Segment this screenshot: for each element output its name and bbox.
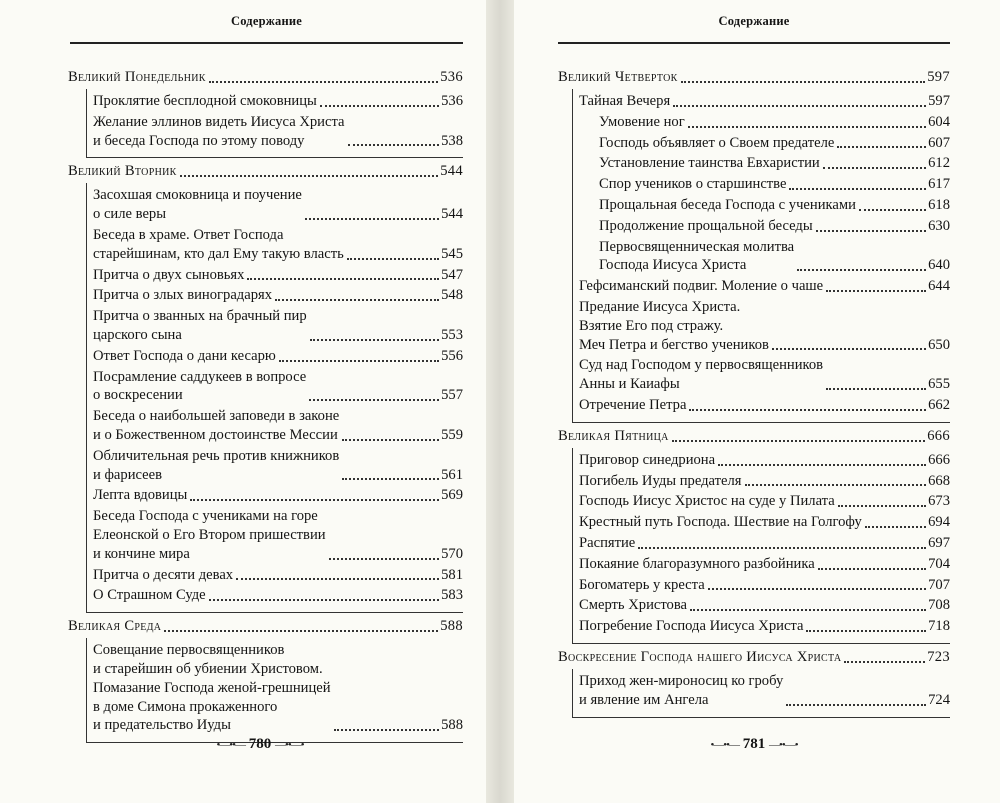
entry-page-number: 561 [441, 466, 463, 483]
entry-page-number: 697 [928, 534, 950, 551]
dot-leader [164, 624, 438, 632]
ornament-right-icon: —••—• [769, 738, 798, 751]
dot-leader [348, 138, 440, 146]
toc-entry [93, 186, 463, 224]
toc-entry [579, 217, 950, 236]
table-of-contents [68, 68, 463, 747]
dot-leader [689, 403, 926, 411]
dot-leader [247, 272, 439, 280]
toc-entry [579, 513, 950, 532]
entry-page-number: 617 [928, 176, 950, 193]
entry-title: Проклятие бесплодной смоковницы [93, 93, 317, 109]
dot-leader [309, 393, 439, 401]
toc-entry [93, 586, 463, 605]
section-title: Великий Вторник [68, 163, 177, 180]
entry-list [572, 669, 950, 718]
entry-page-number: 694 [928, 514, 950, 531]
toc-entry [579, 298, 950, 354]
dot-leader [688, 120, 926, 128]
section-page-number: 723 [927, 648, 950, 665]
toc-entry [579, 113, 950, 132]
entry-page-number: 570 [441, 545, 463, 562]
book-gutter [486, 0, 514, 803]
dot-leader [772, 342, 926, 350]
toc-entry [93, 641, 463, 735]
entry-list [572, 448, 950, 644]
entry-page-number: 581 [441, 566, 463, 583]
entry-title: Совещание первосвященников и старейшин об убиении Христовом. Помазание Господа женой-грешницей в доме Симона прокаженного и предательство Иуды [93, 642, 331, 734]
entry-title: Спор учеников о старшинстве [599, 176, 787, 193]
toc-entry [579, 451, 950, 470]
entry-title: Гефсиманский подвиг. Моление о чаше [579, 278, 824, 295]
entry-title: Погребение Господа Иисуса Христа [579, 618, 804, 635]
entry-title: Посрамление саддукеев в вопросе о воскресении [93, 368, 307, 404]
toc-entry [579, 576, 950, 595]
section-heading [558, 648, 950, 667]
entry-title: Богоматерь у креста [579, 576, 705, 593]
section-title: Воскресение Господа нашего Иисуса Христа [558, 648, 842, 665]
entry-page-number: 718 [928, 618, 950, 635]
page-number: 781 [742, 736, 766, 752]
dot-leader [789, 182, 926, 190]
dot-leader [823, 161, 926, 169]
entry-page-number: 548 [441, 287, 463, 304]
toc-entry [579, 134, 950, 153]
dot-leader [865, 520, 926, 528]
section-page-number: 666 [927, 427, 950, 444]
entry-page-number: 547 [441, 266, 463, 283]
entry-page-number: 569 [441, 487, 463, 504]
entry-title: Покаяние благоразумного разбойника [579, 555, 815, 572]
entry-title: Ответ Господа о дани кесарю [93, 347, 276, 364]
dot-leader [236, 572, 439, 580]
entry-title: Засохшая смоковница и поучение о силе веры [93, 187, 302, 223]
ornament-left-icon: •—••— [710, 738, 739, 751]
running-head: Содержание [718, 14, 790, 28]
dot-leader [673, 99, 926, 107]
entry-list [86, 89, 463, 158]
dot-leader [844, 655, 925, 663]
entry-title: Господь объявляет о Своем предателе [599, 134, 835, 151]
dot-leader [837, 140, 926, 148]
entry-title: Отречение Петра [579, 396, 687, 413]
entry-page-number: 583 [441, 587, 463, 604]
toc-entry [579, 175, 950, 194]
toc-section [68, 162, 463, 613]
toc-section [558, 427, 950, 644]
entry-title: Господь Иисус Христос на суде у Пилата [579, 493, 835, 510]
entry-page-number: 673 [928, 493, 950, 510]
section-heading [68, 617, 463, 636]
entry-page-number: 666 [928, 451, 950, 468]
entry-page-number: 662 [928, 396, 950, 413]
toc-entry [93, 486, 463, 505]
entry-title: Беседа в храме. Ответ Господа старейшинам, кто дал Ему такую власть [93, 226, 344, 262]
entry-page-number: 704 [928, 555, 950, 572]
dot-leader [180, 169, 439, 177]
toc-section [558, 68, 950, 423]
dot-leader [786, 698, 926, 706]
section-heading [68, 68, 463, 87]
toc-entry [579, 154, 950, 173]
ornament-left-icon: •—••— [216, 738, 245, 751]
entry-page-number: 607 [928, 134, 950, 151]
entry-list [572, 89, 950, 423]
section-title: Великий Понедельник [68, 69, 206, 85]
entry-page-number: 724 [928, 691, 950, 708]
header-rule [70, 42, 463, 44]
entry-page-number: 553 [441, 326, 463, 343]
right-page [514, 0, 1000, 803]
entry-page-number: 597 [928, 93, 950, 109]
toc-entry [579, 396, 950, 415]
left-page [0, 0, 486, 803]
dot-leader [279, 354, 439, 362]
toc-entry [579, 672, 950, 710]
toc-entry [579, 617, 950, 636]
entry-title: Приговор синедриона [579, 451, 716, 468]
toc-entry [93, 447, 463, 485]
section-title: Великая Пятница [558, 427, 669, 444]
entry-page-number: 538 [441, 132, 463, 149]
entry-page-number: 544 [441, 206, 463, 223]
toc-section [558, 648, 950, 718]
toc-entry [93, 286, 463, 305]
ornament-right-icon: —••—• [275, 738, 304, 751]
toc-entry [579, 596, 950, 615]
dot-leader [818, 562, 926, 570]
entry-page-number: 640 [928, 257, 950, 274]
toc-entry [579, 472, 950, 491]
toc-entry [93, 92, 463, 111]
entry-list [86, 183, 463, 613]
toc-entry [93, 566, 463, 585]
dot-leader [334, 723, 440, 731]
entry-title: Беседа о наибольшей заповеди в законе и о Божественном достоинстве Мессии [93, 408, 340, 443]
section-heading [558, 68, 950, 87]
toc-entry [579, 356, 950, 394]
entry-title: Притча о злых виноградарях [93, 287, 273, 304]
section-page-number: 597 [927, 69, 950, 85]
page-footer [674, 736, 834, 753]
entry-title: Смерть Христова [579, 597, 688, 614]
toc-entry [579, 492, 950, 511]
entry-page-number: 655 [928, 376, 950, 393]
section-heading [68, 162, 463, 181]
entry-page-number: 612 [928, 155, 950, 172]
toc-entry [93, 307, 463, 345]
toc-entry [93, 368, 463, 406]
entry-title: Суд над Господом у первосвященников Анны и Каиафы [579, 357, 824, 393]
toc-entry [579, 196, 950, 215]
page-number: 780 [248, 736, 272, 752]
toc-section [68, 68, 463, 158]
dot-leader [190, 493, 439, 501]
dot-leader [347, 252, 439, 260]
entry-page-number: 536 [441, 93, 463, 109]
entry-title: Желание эллинов видеть Иисуса Христа и беседа Господа по этому поводу [93, 113, 345, 149]
entry-title: Тайная Вечеря [579, 93, 671, 109]
dot-leader [329, 552, 440, 560]
running-head: Содержание [230, 14, 302, 28]
toc-entry [93, 226, 463, 264]
toc-entry [579, 92, 950, 111]
dot-leader [310, 333, 439, 341]
dot-leader [690, 603, 926, 611]
section-title: Великий Четверток [558, 69, 678, 85]
dot-leader [275, 293, 439, 301]
entry-title: Лепта вдовицы [93, 487, 188, 504]
dot-leader [859, 203, 926, 211]
section-title: Великая Среда [68, 618, 162, 635]
entry-title: Первосвященническая молитва Господа Иисуса Христа [599, 238, 795, 274]
entry-title: Распятие [579, 534, 636, 551]
toc-entry [93, 507, 463, 563]
entry-page-number: 545 [441, 245, 463, 262]
entry-page-number: 644 [928, 278, 950, 295]
entry-page-number: 650 [928, 336, 950, 353]
dot-leader [708, 582, 926, 590]
entry-title: Притча о десяти девах [93, 566, 234, 583]
entry-title: Приход жен-мироносиц ко гробу и явление им Ангела [579, 672, 784, 708]
entry-page-number: 557 [441, 387, 463, 404]
entry-title: Продолжение прощальной беседы [599, 217, 813, 234]
toc-entry [93, 266, 463, 285]
entry-title: Притча о двух сыновьях [93, 266, 245, 283]
toc-entry [93, 347, 463, 366]
dot-leader [672, 434, 926, 442]
entry-title: Предание Иисуса Христа. Взятие Его под стражу. Меч Петра и бегство учеников [579, 298, 769, 353]
entry-page-number: 630 [928, 217, 950, 234]
toc-entry [579, 534, 950, 553]
table-of-contents [558, 68, 950, 722]
dot-leader [209, 593, 439, 601]
toc-section [68, 617, 463, 743]
entry-title: Обличительная речь против книжников и фарисеев [93, 447, 340, 483]
entry-page-number: 556 [441, 347, 463, 364]
section-page-number: 536 [440, 69, 463, 85]
dot-leader [826, 284, 926, 292]
dot-leader [797, 263, 926, 271]
toc-entry [93, 407, 463, 445]
dot-leader [838, 499, 926, 507]
dot-leader [745, 478, 927, 486]
dot-leader [305, 212, 439, 220]
entry-page-number: 668 [928, 472, 950, 489]
entry-title: Притча о званных на брачный пир царского сына [93, 308, 307, 343]
entry-title: Прощальная беседа Господа с учениками [599, 196, 856, 213]
toc-entry [579, 238, 950, 276]
dot-leader [342, 433, 439, 441]
toc-entry [579, 277, 950, 296]
section-heading [558, 427, 950, 446]
entry-title: Умовение ног [599, 113, 685, 130]
entry-page-number: 707 [928, 576, 950, 593]
entry-list [86, 638, 463, 743]
dot-leader [816, 224, 926, 232]
page-footer [180, 736, 340, 753]
dot-leader [209, 75, 439, 83]
section-page-number: 544 [440, 163, 463, 180]
dot-leader [806, 624, 926, 632]
entry-page-number: 559 [441, 426, 463, 443]
toc-entry [93, 113, 463, 151]
entry-page-number: 708 [928, 597, 950, 614]
header-rule [558, 42, 950, 44]
entry-title: Крестный путь Господа. Шествие на Голгофу [579, 514, 862, 531]
dot-leader [638, 541, 926, 549]
entry-page-number: 618 [928, 196, 950, 213]
entry-title: Установление таинства Евхаристии [599, 155, 820, 172]
entry-title: О Страшном Суде [93, 587, 206, 604]
section-page-number: 588 [440, 618, 463, 635]
entry-title: Беседа Господа с учениками на горе Елеонской о Его Втором пришествии и кончине мира [93, 508, 326, 562]
dot-leader [718, 458, 926, 466]
dot-leader [342, 472, 439, 480]
toc-entry [579, 555, 950, 574]
dot-leader [826, 382, 926, 390]
entry-page-number: 604 [928, 113, 950, 130]
entry-title: Погибель Иуды предателя [579, 472, 742, 489]
entry-page-number: 588 [441, 717, 463, 734]
dot-leader [320, 99, 439, 107]
dot-leader [681, 75, 926, 83]
